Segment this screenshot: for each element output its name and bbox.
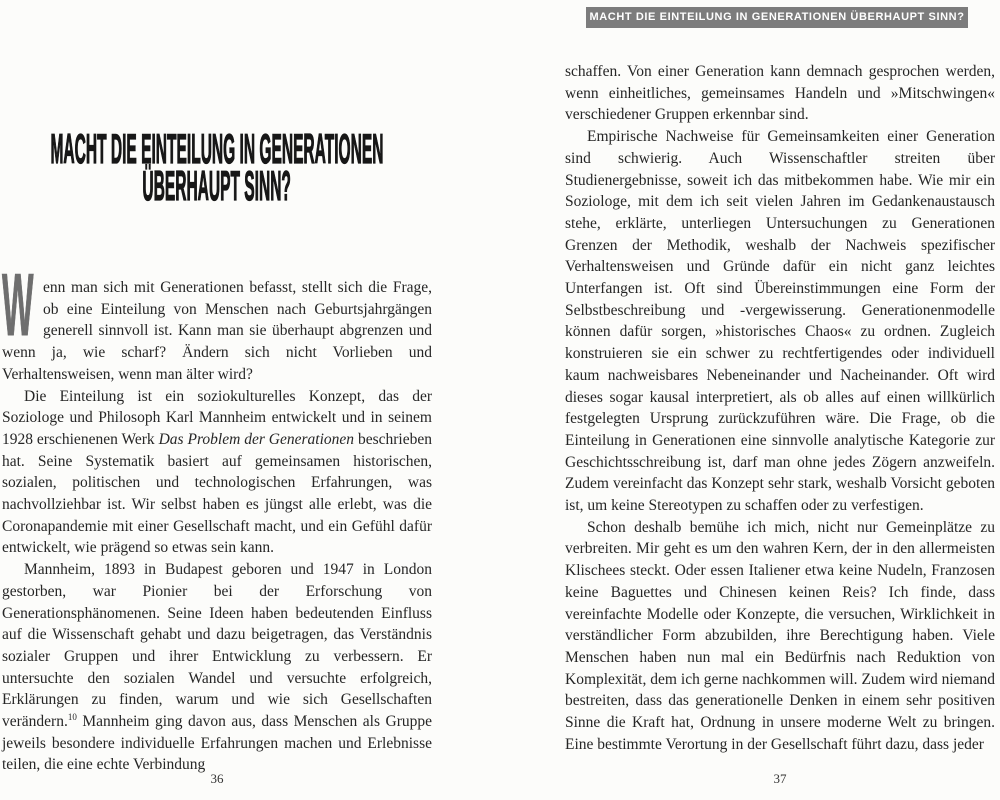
right-page — [565, 0, 995, 800]
paragraph: Empirische Nachweise für Gemeinsamkeiten einer Generation sind schwierig. Auch Wissenschaftler streiten über Studienergebnisse, soweit ich das mitbekommen habe. Wie mir ein Soziologe, mit dem ich seit vielen Jahren im Gedankenaustausch stehe, erklärte, unterliegen Untersuchungen zu Generationen Grenzen der Methodik, weshalb der Nachweis spezifischer Verhaltensweisen und Gründe dafür ein nicht ganz leichtes Unterfangen ist. Oft sind Übereinstimmungen eine Form der Selbstbeschreibung und -vergewisserung. Generationenmodelle können dafür sorgen, »historisches Chaos« zu ordnen. Zugleich konstruieren sie ein schwer zu rechtfertigendes oder individuell kaum nachweisbares Nebeneinander und Nacheinander. Oft wird dieses sogar kausal interpretiert, als ob alles auf einen willkürlich festgelegten Ursprung zurückzuführen wäre. Die Frage, ob die Einteilung in Generationen eine sinnvolle analytische Kategorie zur Geschichtsschreibung ist, darf man ohne jedes Zögern anzweifeln. Zudem vereinfacht das Konzept sehr stark, weshalb Vorsicht geboten ist, um keine Stereotypen zu schaffen oder zu verfestigen. — [565, 128, 995, 515]
page-number-left: 36 — [210, 771, 224, 786]
paragraph — [2, 386, 432, 560]
paragraph: schaffen. Von einer Generation kann demnach gesprochen werden, wenn einheitliches, gemeinsames Handeln und »Mitschwingen« verschiedener Gruppen erkennbar sind. — [565, 63, 995, 124]
chapter-title — [2, 125, 432, 209]
paragraph — [2, 559, 432, 776]
drop-cap — [2, 255, 35, 354]
chapter-title-line-1: MACHT DIE EINTEILUNG IN GENERATIONEN — [50, 125, 384, 172]
footnote-reference: 10 — [67, 712, 77, 723]
drop-cap-letter: W — [2, 255, 34, 354]
paragraph: Schon deshalb bemühe ich mich, nicht nur Gemeinplätze zu verbreiten. Mir geht es um den wahren Kern, der in den allermeisten Klischees steckt. Oder essen Italiener etwa keine Nudeln, Franzosen keine Baguettes und Chinesen keinen Reis? Ich finde, dass vereinfachte Modelle oder Konzepte, die versuchen, Wirklichkeit in verständlicher Form abzubilden, ihre Berechtigung haben. Viele Menschen haben nun mal ein Bedürfnis nach Reduktion von Komplexität, dem ich gerne nachkommen will. Zudem wird niemand bestreiten, dass das generationelle Denken in einem sehr positiven Sinne die Kraft hat, Ordnung in unsere moderne Welt zu bringen. Eine bestimmte Verortung in der Gesellschaft führt dazu, dass jeder — [565, 518, 995, 753]
paragraph-text: Mannheim, 1893 in Budapest geboren und 1947 in London gestorben, war Pionier bei der Erforschung von Generationsphänomenen. Seine Ideen haben bedeutenden Einfluss auf die Wissenschaft gehabt und dazu beigetragen, das Verständnis sozialer Gruppen und ihrer Entwicklung zu verbessern. Er untersuchte den sozialen Wandel und versuchte erfolgreich, Erklärungen zu finden, warum und wie sich Gesellschaften verändern. — [2, 561, 432, 731]
paragraph — [2, 255, 432, 386]
cited-work-title: Das Problem der Generationen — [158, 430, 355, 448]
left-page — [2, 0, 432, 800]
paragraph-text: enn man sich mit Generationen befasst, stellt sich die Frage, ob eine Einteilung von Menschen nach Geburtsjahrgängen generell sinnvoll ist. Kann man sie überhaupt abgrenzen und wenn ja, wie scharf? Ändern sich nicht Vorlieben und Verhaltensweisen, wenn man älter wird? — [2, 279, 432, 383]
chapter-title-row — [2, 162, 432, 209]
right-page-body — [565, 61, 995, 756]
chapter-title-line-2: ÜBERHAUPT SINN? — [142, 162, 292, 209]
paragraph-text: Mannheim ging davon aus, dass Menschen als Gruppe jeweils besondere individuelle Erfahrungen machen und Erlebnisse teilen, die eine echte Verbindung — [2, 713, 432, 774]
left-page-body — [2, 255, 432, 776]
paragraph-text: beschrieben hat. Seine Systematik basiert auf gemeinsamen historischen, sozialen, politischen und technologischen Erfahrungen, was nachvollziehbar ist. Wir selbst haben es jüngst alle erlebt, was die Coronapandemie mit einer Gesellschaft macht, und ein Gefühl dafür entwickelt, wie prägend so etwas sein kann. — [2, 430, 432, 557]
running-header: MACHT DIE EINTEILUNG IN GENERATIONEN ÜBERHAUPT SINN? — [586, 7, 968, 28]
page-number-right: 37 — [773, 771, 787, 786]
paragraph-text: Die Einteilung ist ein soziokulturelles Konzept, das der Soziologe und Philosoph Karl Mannheim entwickelt und in seinem 1928 erschienenen Werk — [2, 387, 432, 448]
